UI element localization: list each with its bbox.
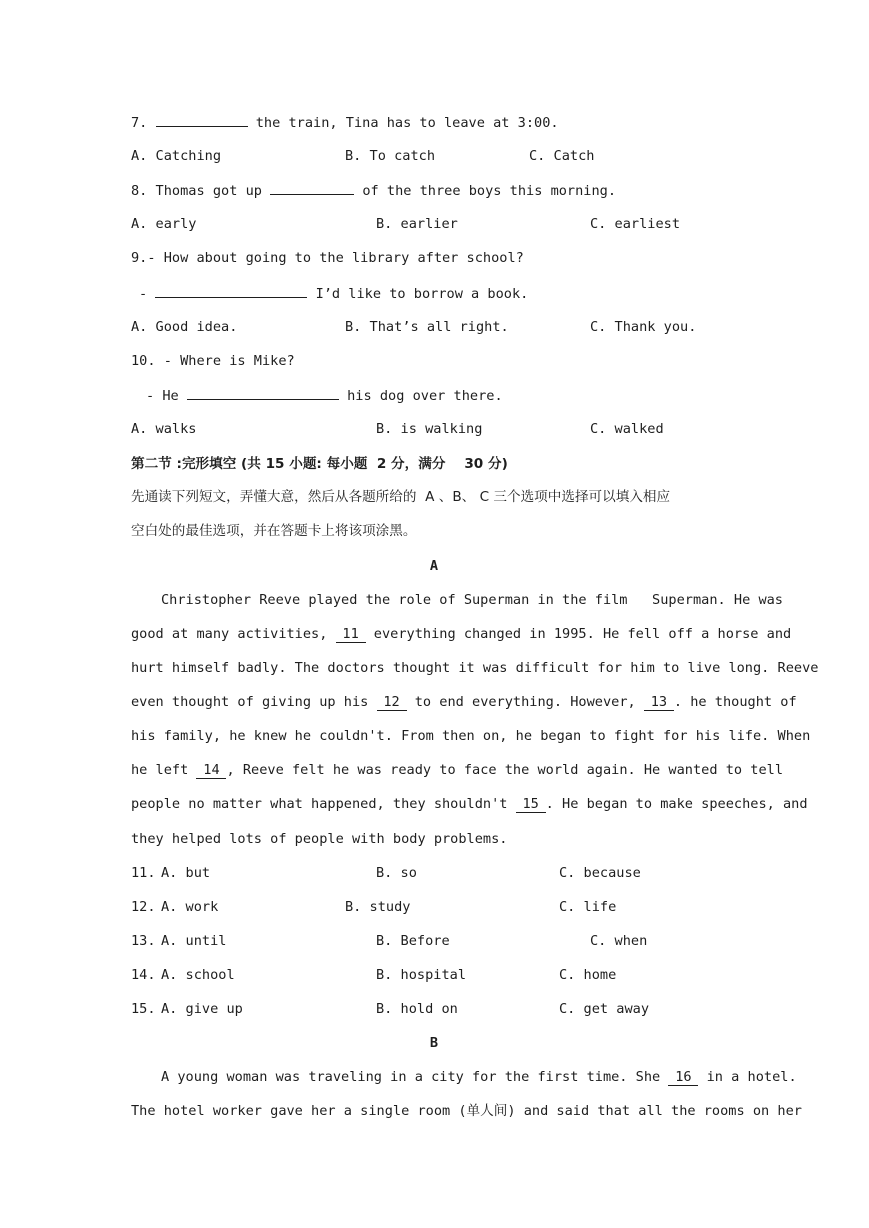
q14-option-c: C. home (559, 967, 617, 983)
q14-number: 14. (131, 967, 156, 983)
q15-option-a: A. give up (161, 1001, 243, 1017)
section-instructions-line-1: 先通读下列短文，弄懂大意，然后从各题所给的 A 、B、 C 三个选项中选择可以填入相应 (131, 489, 671, 505)
q9-text-after: I’d like to borrow a book. (315, 286, 529, 302)
text: . He began to make speeches, and (545, 796, 808, 812)
q10-option-a: A. walks (131, 421, 197, 437)
passage-a-line-2 (131, 624, 792, 644)
q9-option-c: C. Thank you. (590, 319, 697, 335)
blank-14: 14 (196, 763, 226, 779)
q13-option-a: A. until (161, 933, 227, 949)
q10-response-line (146, 385, 503, 406)
q11-option-c: C. because (559, 865, 641, 881)
q7-text: the train, Tina has to leave at 3:00. (255, 115, 559, 131)
passage-b-label: B (429, 1035, 439, 1051)
q12-option-a: A. work (161, 899, 219, 915)
q8-text-before: 8. Thomas got up (131, 183, 262, 199)
q12-option-c: C. life (559, 899, 617, 915)
text: in a hotel. (698, 1069, 797, 1085)
q12-option-b: B. study (345, 899, 411, 915)
q9-question: 9.- How about going to the library after school? (131, 250, 524, 266)
text: . he thought of (673, 694, 797, 710)
q12-number: 12. (131, 899, 156, 915)
q13-option-c: C. when (590, 933, 648, 949)
text: good at many activities, (131, 626, 336, 642)
passage-b-line-2: The hotel worker gave her a single room (单人间) and said that all the rooms on her (131, 1103, 802, 1119)
blank-13: 13 (644, 695, 674, 711)
q11-number: 11. (131, 865, 156, 881)
passage-a-line-5: his family, he knew he couldn't. From then on, he began to fight for his life. When (131, 728, 811, 744)
q9-option-a: A. Good idea. (131, 319, 238, 335)
q14-option-a: A. school (161, 967, 235, 983)
text: A young woman was traveling in a city for the first time. She (161, 1069, 669, 1085)
section-heading: 第二节 :完形填空 (共 15 小题: 每小题 2 分，满分 30 分) (131, 456, 508, 472)
passage-b-line-1 (161, 1067, 797, 1087)
text: , Reeve felt he was ready to face the world again. He wanted to tell (226, 762, 784, 778)
q14-option-b: B. hospital (376, 967, 467, 983)
passage-a-line-8: they helped lots of people with body problems. (131, 831, 508, 847)
q9-option-b: B. That’s all right. (345, 319, 509, 335)
q15-option-b: B. hold on (376, 1001, 458, 1017)
q13-number: 13. (131, 933, 156, 949)
q7-option-a: A. Catching (131, 148, 222, 164)
q10-option-b: B. is walking (376, 421, 483, 437)
text: everything changed in 1995. He fell off a horse and (365, 626, 792, 642)
q13-option-b: B. Before (376, 933, 450, 949)
q8-option-a: A. early (131, 216, 197, 232)
q9-response-line (139, 283, 528, 304)
q8-line (131, 180, 616, 201)
passage-a-line-1: Christopher Reeve played the role of Superman in the film Superman. He was (161, 592, 783, 608)
text: even thought of giving up his (131, 694, 377, 710)
q10-text-after: his dog over there. (347, 388, 503, 404)
q15-option-c: C. get away (559, 1001, 650, 1017)
q8-blank (270, 180, 354, 195)
section-instructions-line-2: 空白处的最佳选项，并在答题卡上将该项涂黑。 (131, 523, 417, 539)
q10-option-c: C. walked (590, 421, 664, 437)
blank-15: 15 (516, 797, 546, 813)
q7-line (131, 112, 559, 133)
q8-option-c: C. earliest (590, 216, 681, 232)
passage-a-line-4 (131, 692, 797, 712)
q10-text-before: - He (146, 388, 179, 404)
q11-option-a: A. but (161, 865, 211, 881)
text: people no matter what happened, they shouldn't (131, 796, 516, 812)
passage-a-line-7 (131, 794, 808, 814)
passage-a-line-6 (131, 760, 784, 780)
q7-option-c: C. Catch (529, 148, 595, 164)
q9-blank (155, 283, 307, 298)
q15-number: 15. (131, 1001, 156, 1017)
q7-blank (156, 112, 248, 127)
blank-16: 16 (668, 1070, 698, 1086)
q10-blank (187, 385, 339, 400)
q8-option-b: B. earlier (376, 216, 458, 232)
blank-11: 11 (336, 627, 366, 643)
q10-question: 10. - Where is Mike? (131, 353, 295, 369)
text: he left (131, 762, 197, 778)
text: to end everything. However, (406, 694, 644, 710)
passage-a-line-3: hurt himself badly. The doctors thought it was difficult for him to live long. Reeve (131, 660, 819, 676)
passage-a-label: A (429, 558, 439, 574)
q9-dash: - (139, 286, 148, 302)
q7-number: 7. (131, 115, 148, 131)
q8-text-after: of the three boys this morning. (362, 183, 617, 199)
blank-12: 12 (377, 695, 407, 711)
q11-option-b: B. so (376, 865, 417, 881)
q7-option-b: B. To catch (345, 148, 436, 164)
